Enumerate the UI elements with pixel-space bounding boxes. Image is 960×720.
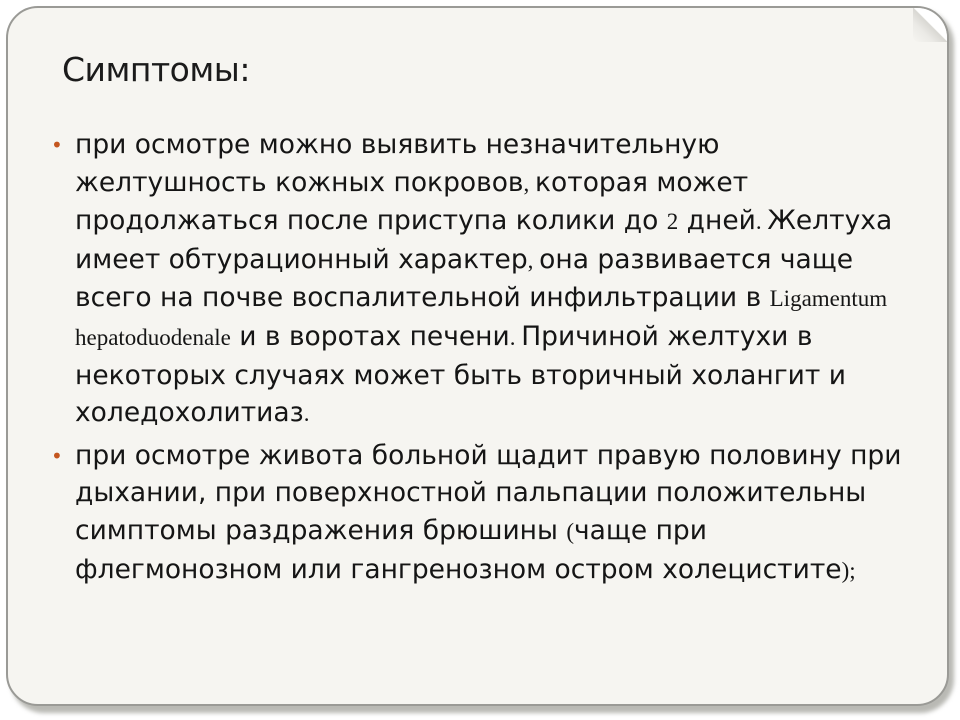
bullet-1-text-5: дней (678, 205, 756, 237)
bullet-list (48, 126, 908, 593)
slide-title: Симптомы: (62, 50, 250, 89)
bullet-item-1 (48, 126, 908, 433)
slide-frame (6, 6, 949, 706)
bullet-dot-icon: • (51, 443, 63, 468)
bullet-1-text-9: она развивается чаще всего на почве воспалительной инфильтрации в (75, 243, 854, 314)
bullet-1-text-14: . (303, 401, 310, 427)
bullet-1-text-3: которая может продолжаться после приступа колики до (75, 166, 749, 237)
bullet-1-text-2: , (523, 170, 536, 196)
bullet-item-2 (48, 437, 908, 589)
bullet-1-text-11: и в воротах печени (230, 320, 510, 352)
bullet-2-text-2: ( (566, 518, 575, 544)
bullet-1-text-12: . (509, 324, 522, 350)
bullet-1-latin-term: Ligamentum hepatoduodenale (75, 286, 888, 350)
bullet-2-text-1: при осмотре живота больной щадит правую половину при дыхании, при поверхностной пальпации положительны симптомы раздражения брюшины (75, 439, 902, 546)
bullet-2-text-4: ); (841, 557, 856, 583)
bullet-dot-icon: • (51, 133, 63, 157)
bullet-1-text-8: , (527, 247, 540, 273)
page-curl-decoration (913, 8, 947, 42)
bullet-1-text-1: при осмотре можно выявить незначительную желтушность кожных покровов (75, 129, 720, 198)
bullet-1-text-4: 2 (666, 209, 679, 235)
bullet-1-text-7: Желтуха имеет обтурационный характер (75, 205, 893, 275)
bullet-1-text-6: . (755, 209, 768, 235)
bullet-2-text-3: чаще при флегмонозном или гангренозном остром холецистите (75, 514, 842, 585)
bullet-1-text-13: Причиной желтухи в некоторых случаях может быть вторичный холангит и холедохолитиаз (75, 320, 846, 429)
